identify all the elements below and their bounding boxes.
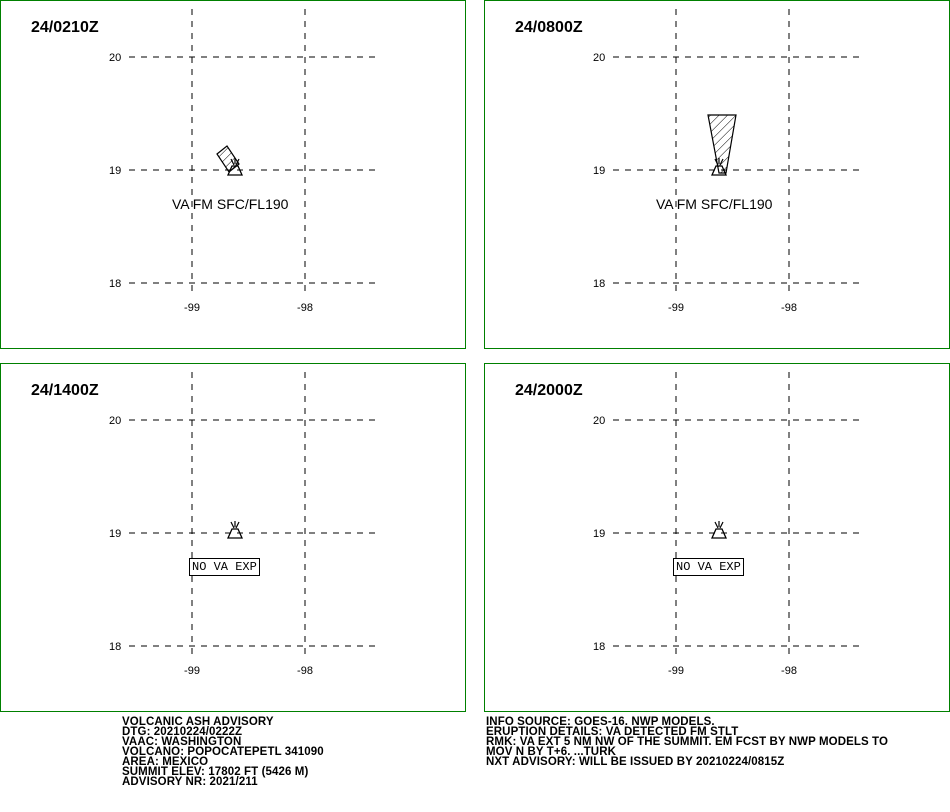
lat-label: 20 — [593, 415, 606, 427]
advisory-line: NXT ADVISORY: WILL BE ISSUED BY 20210224/0815Z — [486, 756, 785, 768]
advisory-line: AREA: MEXICO — [122, 756, 209, 768]
lat-label: 18 — [109, 641, 122, 653]
lon-label: -99 — [668, 302, 684, 314]
lat-label: 19 — [109, 165, 122, 177]
map-canvas — [1, 364, 465, 711]
ash-extent-label: VA FM SFC/FL190 — [656, 196, 773, 212]
lat-label: 20 — [109, 52, 122, 64]
advisory-line: ERUPTION DETAILS: VA DETECTED FM STLT — [486, 726, 739, 738]
lat-label: 20 — [593, 52, 606, 64]
lon-label: -98 — [297, 302, 313, 314]
volcano-icon — [712, 521, 726, 538]
map-panel-1 — [0, 0, 466, 349]
lat-label: 18 — [109, 278, 122, 290]
advisory-line: INFO SOURCE: GOES-16. NWP MODELS. — [486, 716, 715, 728]
map-panel-2 — [484, 0, 950, 349]
ash-extent-label: VA FM SFC/FL190 — [172, 196, 289, 212]
advisory-line: VOLCANIC ASH ADVISORY — [122, 716, 274, 728]
lon-label: -99 — [184, 665, 200, 677]
lon-label: -99 — [184, 302, 200, 314]
lat-label: 18 — [593, 641, 606, 653]
ash-cloud-polygon — [708, 115, 736, 173]
map-panel-4 — [484, 363, 950, 712]
lon-label: -98 — [781, 302, 797, 314]
panel-time-label: 24/1400Z — [31, 382, 99, 399]
lat-label: 20 — [109, 415, 122, 427]
lon-label: -98 — [781, 665, 797, 677]
map-panel-3 — [0, 363, 466, 712]
map-canvas — [485, 1, 949, 348]
advisory-line: ADVISORY NR: 2021/211 — [122, 776, 258, 788]
advisory-line: VAAC: WASHINGTON — [122, 736, 242, 748]
lat-label: 18 — [593, 278, 606, 290]
lat-label: 19 — [593, 165, 606, 177]
lat-label: 19 — [593, 528, 606, 540]
panel-time-label: 24/0800Z — [515, 19, 583, 36]
panel-time-label: 24/2000Z — [515, 382, 583, 399]
advisory-line: MOV N BY T+6. ...TURK — [486, 746, 617, 758]
volcano-icon — [228, 521, 242, 538]
advisory-line: VOLCANO: POPOCATEPETL 341090 — [122, 746, 324, 758]
panel-time-label: 24/0210Z — [31, 19, 99, 36]
map-canvas — [485, 364, 949, 711]
advisory-line: SUMMIT ELEV: 17802 FT (5426 M) — [122, 766, 309, 778]
advisory-right-block — [486, 717, 888, 767]
ash-cloud-polygon — [217, 146, 239, 172]
lat-label: 19 — [109, 528, 122, 540]
advisory-line: DTG: 20210224/0222Z — [122, 726, 243, 738]
no-ash-expected-box: NO VA EXP — [673, 558, 744, 576]
no-ash-expected-box: NO VA EXP — [189, 558, 260, 576]
advisory-left-block — [122, 717, 324, 787]
lon-label: -98 — [297, 665, 313, 677]
map-canvas — [1, 1, 465, 348]
advisory-line: RMK: VA EXT 5 NM NW OF THE SUMMIT. EM FCST BY NWP MODELS TO — [486, 736, 889, 748]
lon-label: -99 — [668, 665, 684, 677]
